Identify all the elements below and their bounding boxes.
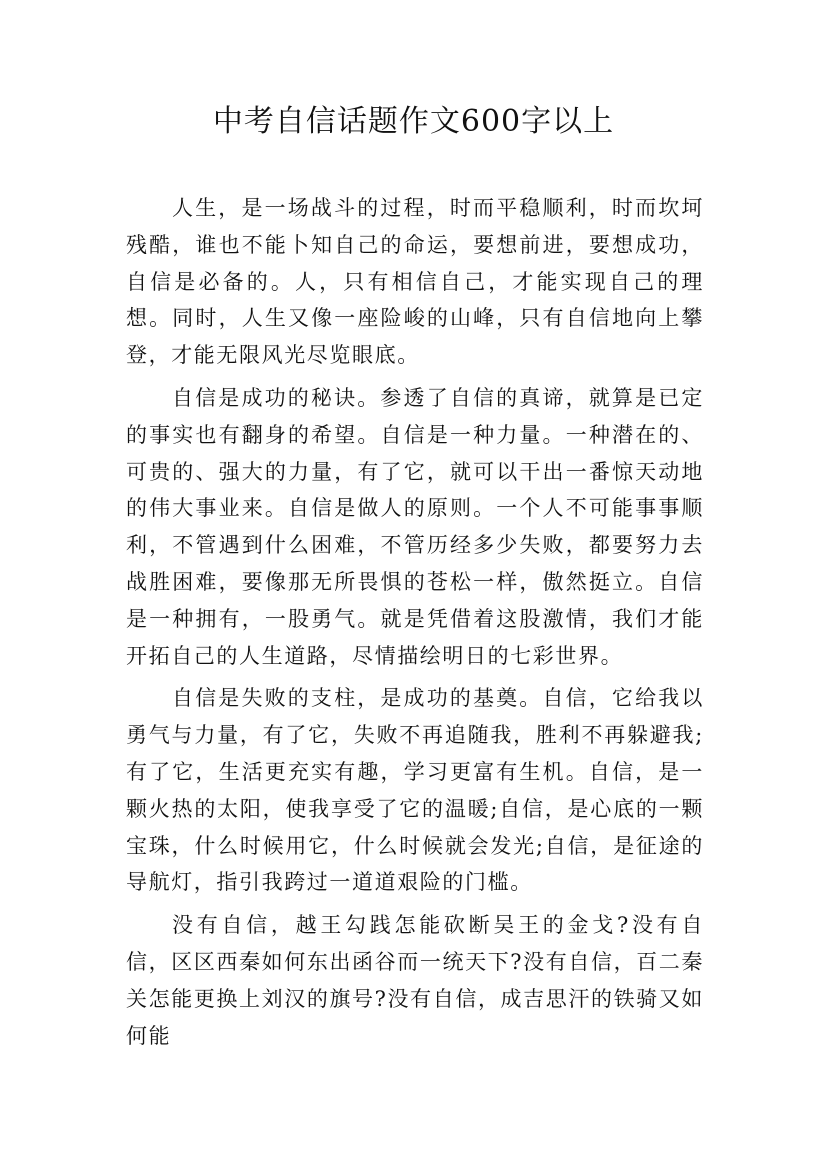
paragraph-4: 没有自信，越王勾践怎能砍断吴王的金戈?没有自信，区区西秦如何东出函谷而一统天下?没有自信，百二秦关怎能更换上刘汉的旗号?没有自信，成吉思汗的铁骑又如何能 (126, 913, 704, 1048)
paragraph-1: 人生，是一场战斗的过程，时而平稳顺利，时而坎坷残酷，谁也不能卜知自己的命运，要想前进，要想成功，自信是必备的。人，只有相信自己，才能实现自己的理想。同时，人生又像一座险峻的山峰，只有自信地向上攀登，才能无限风光尽览眼底。 (126, 196, 704, 368)
paragraph-3: 自信是失败的支柱，是成功的基奠。自信，它给我以勇气与力量，有了它，失败不再追随我，胜利不再躲避我;有了它，生活更充实有趣，学习更富有生机。自信，是一颗火热的太阳，使我享受了它的温暖;自信，是心底的一颗宝珠，什么时候用它，什么时候就会发光;自信，是征途的导航灯，指引我跨过一道道艰险的门槛。 (126, 686, 704, 895)
document-title: 中考自信话题作文600字以上 (212, 104, 615, 139)
document-body (126, 190, 704, 1060)
paragraph-2: 自信是成功的秘诀。参透了自信的真谛，就算是已定的事实也有翻身的希望。自信是一种力量。一种潜在的、可贵的、强大的力量，有了它，就可以干出一番惊天动地的伟大事业来。自信是做人的原则。一个人不可能事事顺利，不管遇到什么困难，不管历经多少失败，都要努力去战胜困难，要像那无所畏惧的苍松一样，傲然挺立。自信是一种拥有，一股勇气。就是凭借着这股激情，我们才能开拓自己的人生道路，尽情描绘明日的七彩世界。 (126, 385, 704, 668)
